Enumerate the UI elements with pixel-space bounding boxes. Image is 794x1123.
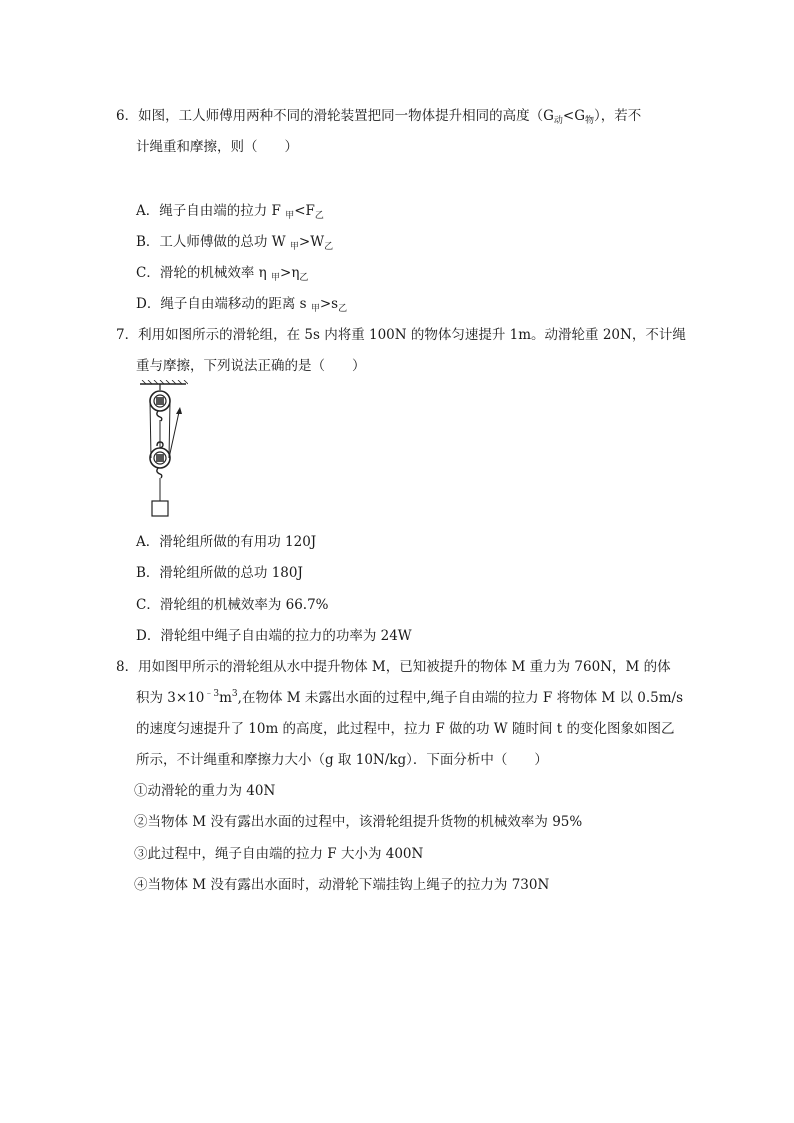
q6-stem-line2: 计绳重和摩擦，则（ ） xyxy=(136,139,298,155)
q6-option-c-text: C．滑轮的机械效率 η xyxy=(136,265,271,281)
q7-option-a[interactable]: A．滑轮组所做的有用功 120J xyxy=(136,534,317,550)
q8-item-2[interactable]: ②当物体 M 没有露出水面的过程中，该滑轮组提升货物的机械效率为 95% xyxy=(134,814,583,830)
pulley-system-figure xyxy=(138,380,188,520)
q7-option-b[interactable]: B．滑轮组所做的总功 180J xyxy=(136,565,303,581)
q6-stem-tail: ），若不 xyxy=(594,108,642,124)
q8-line2-c: ,在物体 M 未露出水面的过程中,绳子自由端的拉力 F 将物体 M 以 0.5m/s xyxy=(237,690,684,706)
q8-line2-a: 积为 3×10 xyxy=(136,690,205,706)
q7-stem-line1: 7．利用如图所示的滑轮组，在 5s 内将重 100N 的物体匀速提升 1m。动滑轮重 20N，不计绳 xyxy=(116,327,686,343)
q6-stem-line1 xyxy=(116,104,641,126)
q8-line2-unit-exponent: 3 xyxy=(231,689,238,699)
q6-sub-wu: 物 xyxy=(585,116,595,126)
q8-item-4[interactable]: ④当物体 M 没有露出水面时，动滑轮下端挂钩上绳子的拉力为 730N xyxy=(134,877,550,893)
q6-option-d-text: D．绳子自由端移动的距离 s xyxy=(136,296,311,312)
q6-sub-dong: 动 xyxy=(553,116,563,126)
q6-option-a-mid: <F xyxy=(294,203,315,219)
q6-option-b-sub1: 甲 xyxy=(289,242,299,252)
q8-item-1[interactable]: ①动滑轮的重力为 40N xyxy=(134,783,276,799)
q6-option-a-sub2: 乙 xyxy=(314,211,324,221)
q6-option-a[interactable] xyxy=(136,199,324,221)
q8-line2-exponent: ﹣3 xyxy=(204,689,220,699)
q6-option-b-sub2: 乙 xyxy=(324,242,334,252)
movable-pulley xyxy=(150,442,170,478)
q6-stem-text: 如图，工人师傅用两种不同的滑轮装置把同一物体提升相同的高度（G xyxy=(138,108,554,124)
weight-block xyxy=(152,501,168,516)
q7-option-c[interactable]: C．滑轮组的机械效率为 66.7% xyxy=(136,597,329,613)
fixed-pulley xyxy=(150,391,170,421)
pull-arrow-icon xyxy=(176,407,182,414)
q7-option-d[interactable]: D．滑轮组中绳子自由端的拉力的功率为 24W xyxy=(136,628,412,644)
q6-option-b[interactable] xyxy=(136,230,333,252)
q8-stem-line1: 8．用如图甲所示的滑轮组从水中提升物体 M，已知被提升的物体 M 重力为 760N，M 的体 xyxy=(116,659,671,675)
q6-option-b-text: B．工人师傅做的总功 W xyxy=(136,234,290,250)
q6-option-c-sub1: 甲 xyxy=(271,273,281,283)
q6-option-d-sub1: 甲 xyxy=(310,304,320,314)
q8-line2-unit: m xyxy=(219,690,232,706)
q6-option-d-mid: >s xyxy=(319,296,339,312)
q6-option-c-sub2: 乙 xyxy=(299,273,309,283)
q6-lt: <G xyxy=(562,108,586,124)
q8-item-3[interactable]: ③此过程中，绳子自由端的拉力 F 大小为 400N xyxy=(134,846,424,862)
q7-stem-line2: 重与摩擦，下列说法正确的是（ ） xyxy=(136,358,366,374)
q6-option-a-sub1: 甲 xyxy=(285,211,295,221)
q8-stem-line4: 所示，不计绳重和摩擦力大小（g 取 10N/kg）．下面分析中（ ） xyxy=(136,752,548,768)
q6-option-d[interactable] xyxy=(136,292,347,314)
q6-option-c-mid: >η xyxy=(280,265,300,281)
q6-option-d-sub2: 乙 xyxy=(338,304,348,314)
q6-number: 6． xyxy=(116,108,139,124)
q6-option-a-text: A．绳子自由端的拉力 F xyxy=(136,203,286,219)
q8-stem-line3: 的速度匀速提升了 10m 的高度，此过程中，拉力 F 做的功 W 随时间 t 的变化图象如图乙 xyxy=(136,721,675,737)
q8-stem-line2 xyxy=(136,686,683,706)
q6-option-b-mid: >W xyxy=(298,234,325,250)
q6-option-c[interactable] xyxy=(136,261,308,283)
